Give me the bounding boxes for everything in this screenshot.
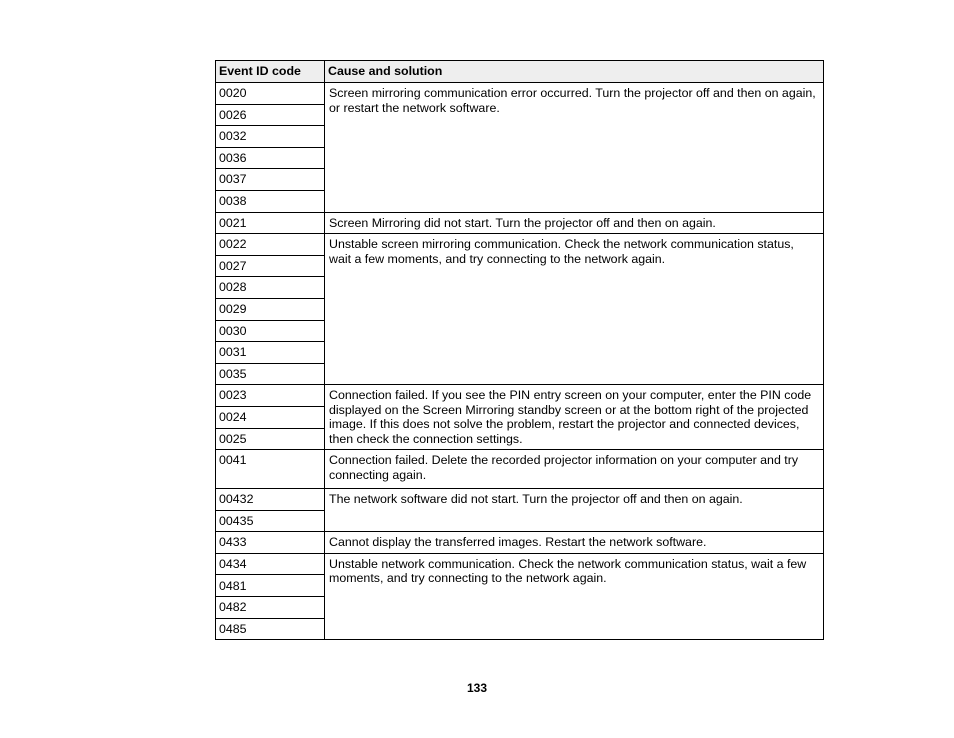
event-id-code: 0020 xyxy=(216,83,325,105)
table-row xyxy=(216,553,824,575)
table-row xyxy=(216,83,824,105)
event-id-code: 0027 xyxy=(216,255,325,277)
event-id-code: 0023 xyxy=(216,385,325,407)
event-id-code: 0481 xyxy=(216,575,325,597)
table-row xyxy=(216,234,824,256)
event-id-code: 0028 xyxy=(216,277,325,299)
event-id-table xyxy=(215,60,824,640)
cause-and-solution: Connection failed. Delete the recorded projector information on your computer and try connecting again. xyxy=(325,450,824,489)
table-row xyxy=(216,450,824,489)
event-id-code: 0032 xyxy=(216,126,325,148)
event-id-code: 0022 xyxy=(216,234,325,256)
cause-and-solution: Screen Mirroring did not start. Turn the projector off and then on again. xyxy=(325,212,824,234)
cause-and-solution: The network software did not start. Turn the projector off and then on again. xyxy=(325,489,824,532)
event-id-code: 0021 xyxy=(216,212,325,234)
event-id-code: 0035 xyxy=(216,363,325,385)
cause-and-solution: Cannot display the transferred images. Restart the network software. xyxy=(325,532,824,554)
event-id-code: 0433 xyxy=(216,532,325,554)
cause-and-solution: Unstable screen mirroring communication. Check the network communication status, wait a few moments, and try connecting to the network again. xyxy=(325,234,824,385)
cause-and-solution: Connection failed. If you see the PIN entry screen on your computer, enter the PIN code displayed on the Screen Mirroring standby screen or at the bottom right of the projected image. If this does not solve the problem, restart the projector and connected devices, then check the connection settings. xyxy=(325,385,824,450)
header-cause-and-solution: Cause and solution xyxy=(325,61,824,83)
cause-and-solution: Screen mirroring communication error occurred. Turn the projector off and then on again, or restart the network software. xyxy=(325,83,824,213)
event-id-code: 0482 xyxy=(216,597,325,619)
event-id-code: 0026 xyxy=(216,104,325,126)
table-row xyxy=(216,489,824,511)
cause-and-solution: Unstable network communication. Check the network communication status, wait a few moments, and try connecting to the network again. xyxy=(325,553,824,639)
table-header-row xyxy=(216,61,824,83)
event-id-code: 0031 xyxy=(216,342,325,364)
header-event-id-code: Event ID code xyxy=(216,61,325,83)
event-id-code: 00432 xyxy=(216,489,325,511)
event-id-code: 0036 xyxy=(216,147,325,169)
event-id-code: 0029 xyxy=(216,298,325,320)
event-id-code: 0025 xyxy=(216,428,325,450)
event-id-code: 0485 xyxy=(216,618,325,640)
table-row xyxy=(216,385,824,407)
event-id-code: 0024 xyxy=(216,406,325,428)
event-id-code: 0041 xyxy=(216,450,325,489)
event-id-code: 0434 xyxy=(216,553,325,575)
event-id-code: 0038 xyxy=(216,190,325,212)
table-row xyxy=(216,532,824,554)
event-id-code: 0030 xyxy=(216,320,325,342)
event-id-code: 00435 xyxy=(216,510,325,532)
page-number: 133 xyxy=(466,681,488,695)
event-id-code: 0037 xyxy=(216,169,325,191)
table-row xyxy=(216,212,824,234)
